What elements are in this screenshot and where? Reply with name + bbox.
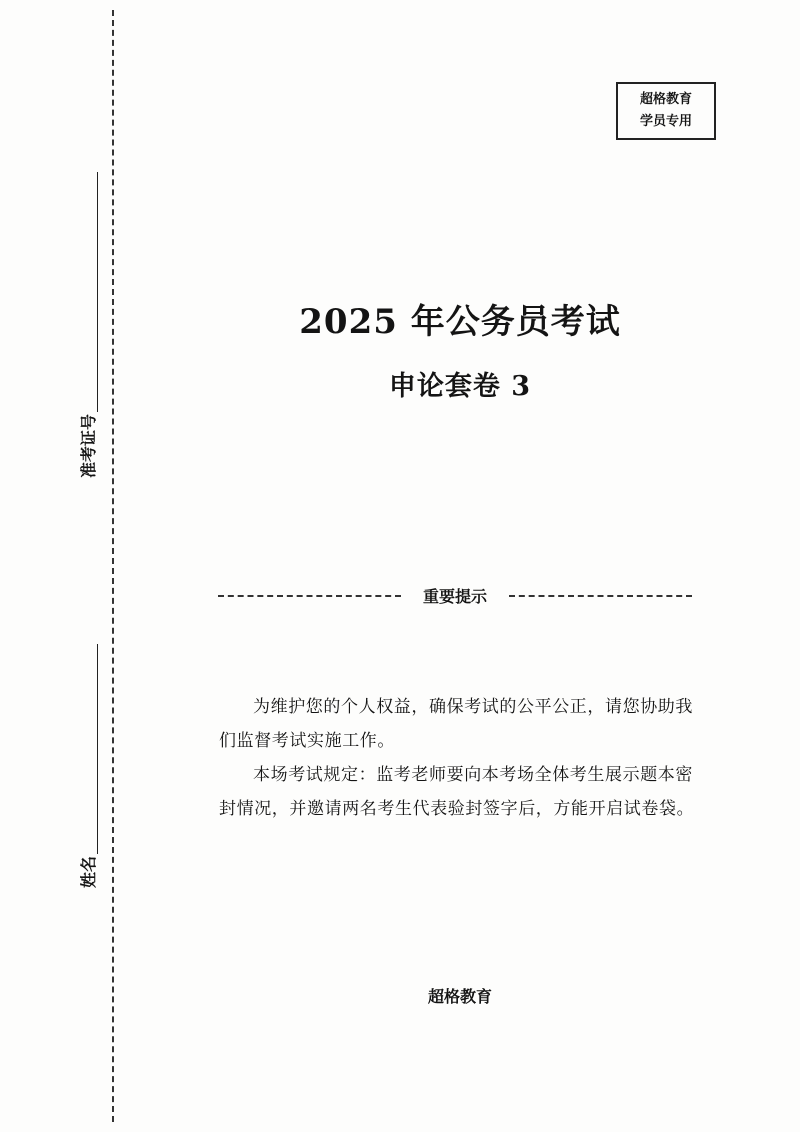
stamp-line-2: 学员专用: [639, 114, 692, 129]
notice-paragraph-2: 本场考试规定：监考老师要向本考场全体考生展示题本密封情况，并邀请两名考生代表验封签字后，方能开启试卷袋。: [219, 765, 695, 819]
name-label: 姓名: [79, 855, 98, 888]
exam-subtitle: 申论套卷 3: [388, 371, 532, 402]
notice-paragraph-1: 为维护您的个人权益，确保考试的公平公正，请您协助我们监督考试实施工作。: [219, 697, 693, 751]
notice-label: 重要提示: [423, 587, 488, 606]
notice-dash-right: [509, 595, 692, 597]
stamp-line-1: 超格教育: [639, 92, 692, 107]
student-only-stamp: [616, 82, 716, 140]
exam-id-blank-line: [83, 172, 98, 412]
binding-dashed-line: [112, 10, 114, 1122]
notice-dash-left: [218, 595, 401, 597]
footer-organization: 超格教育: [427, 987, 492, 1006]
notice-heading: [218, 584, 692, 607]
exam-id-field: [80, 172, 98, 478]
exam-title: 2025 年公务员考试: [299, 302, 621, 342]
notice-body: [219, 690, 695, 826]
exam-id-label: 准考证号: [79, 413, 98, 478]
name-field: [80, 644, 98, 888]
name-blank-line: [83, 644, 98, 854]
